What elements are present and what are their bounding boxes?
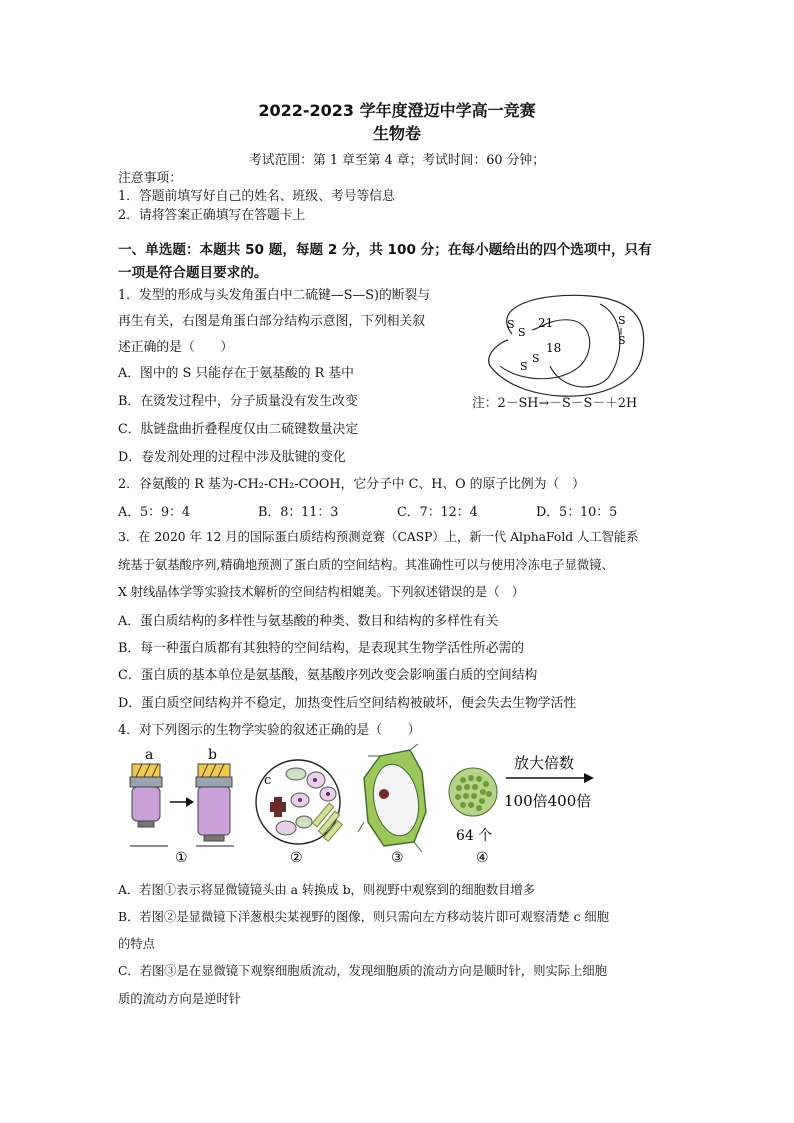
q1-stem: 1．发型的形成与头发角蛋白中二硫键—S—S)的断裂与: [118, 288, 431, 303]
q3-stem: 3．在 2020 年 12 月的国际蛋白质结构预测竞赛（CASP）上，新一代 AlphaFold 人工智能系: [118, 530, 639, 544]
notice-heading: 注意事项：: [118, 171, 182, 186]
q3-option-c: C．蛋白质的基本单位是氨基酸，氨基酸序列改变会影响蛋白质的空间结构: [118, 668, 538, 683]
s-atom-label: S: [520, 360, 528, 373]
root-tip-field: [256, 760, 342, 844]
q1-option-d: D．卷发剂处理的过程中涉及肽键的变化: [118, 450, 346, 465]
cell-count-label: 64 个: [456, 828, 493, 844]
magnification-label: 放大倍数: [514, 754, 575, 772]
s-atom-label: S: [507, 318, 515, 331]
s-atom-label: S: [532, 352, 540, 365]
notice-item: 2．请将答案正确填写在答题卡上: [118, 208, 306, 223]
q1-option-c: C．肽链盘曲折叠程度仅由二硫键数量决定: [118, 422, 359, 437]
panel-2-label: ②: [290, 850, 303, 866]
q2-option-c: C．7：12：4: [397, 505, 478, 520]
q4-option-c-cont: 质的流动方向是逆时针: [118, 992, 241, 1006]
magnification-values: 100倍400倍: [504, 792, 592, 810]
objective-lens-b: [196, 747, 232, 841]
plant-cell: [358, 744, 426, 852]
q2-stem: 2．谷氨酸的 R 基为-CH₂-CH₂-COOH，它分子中 C、H、O 的原子比例为（ ）: [118, 477, 585, 492]
lens-b-label: b: [208, 747, 217, 763]
residue-18-label: 18: [546, 341, 562, 355]
q2-option-a: A．5：9：4: [118, 505, 191, 520]
objective-lens-a: [130, 747, 162, 827]
s-atom-label: S: [618, 314, 626, 327]
lens-a-label: a: [145, 747, 154, 763]
page-title: 2022-2023 学年度澄迈中学高一竞赛: [258, 101, 536, 120]
cell-field-64: [449, 768, 497, 816]
panel-4-label: ④: [476, 850, 489, 866]
residue-21-label: 21: [538, 316, 554, 330]
q3-stem: 统基于氨基酸序列,精确地预测了蛋白质的空间结构。其准确性可以与使用冷冻电子显微镜、: [118, 558, 614, 572]
q1-option-b: B．在烫发过程中，分子质量没有发生改变: [118, 394, 358, 409]
q1-stem: 述正确的是（ ）: [118, 340, 234, 355]
q4-stem: 4．对下列图示的生物学实验的叙述正确的是（ ）: [118, 723, 421, 738]
q4-option-b: B．若图②是显微镜下洋葱根尖某视野的图像，则只需向左方移动装片即可观察清楚 c 细胞: [118, 910, 610, 924]
cell-c-label: c: [264, 773, 272, 788]
q1-option-a: A．图中的 S 只能存在于氨基酸的 R 基中: [118, 366, 354, 381]
panel-1-label: ①: [175, 850, 188, 866]
q3-option-d: D．蛋白质空间结构并不稳定，加热变性后空间结构被破坏，便会失去生物学活性: [118, 696, 577, 711]
q3-option-b: B．每一种蛋白质都有其独特的空间结构，是表现其生物学活性所必需的: [118, 641, 525, 656]
s-atom-label: S: [618, 334, 626, 347]
q3-option-a: A．蛋白质结构的多样性与氨基酸的种类、数目和结构的多样性有关: [118, 614, 499, 629]
section-heading-cont: 一项是符合题目要求的。: [118, 265, 268, 281]
q4-microscope-figures: [118, 742, 678, 870]
s-atom-label: S: [518, 326, 526, 339]
section-heading: 一、单选题：本题共 50 题，每题 2 分，共 100 分；在每小题给出的四个选项中，只有: [118, 242, 652, 258]
q4-option-b-cont: 的特点: [118, 937, 155, 951]
q2-option-d: D．5：10：5: [536, 505, 618, 520]
panel-3-label: ③: [391, 850, 404, 866]
q2-option-b: B．8：11：3: [258, 505, 339, 520]
exam-info: 考试范围：第 1 章至第 4 章；考试时间：60 分钟；: [248, 153, 546, 168]
q1-stem: 再生有关，右图是角蛋白部分结构示意图，下列相关叙: [118, 314, 426, 329]
q1-figure-note: 注：2－SH→－S－S－＋2H: [472, 396, 638, 411]
page-subtitle: 生物卷: [372, 124, 421, 143]
q4-option-c: C．若图③是在显微镜下观察细胞质流动，发现细胞质的流动方向是顺时针，则实际上细胞: [118, 964, 607, 978]
q4-option-a: A．若图①表示将显微镜镜头由 a 转换成 b，则视野中观察到的细胞数目增多: [118, 883, 536, 897]
notice-item: 1．答题前填写好自己的姓名、班级、考号等信息: [118, 189, 395, 204]
q3-stem: X 射线晶体学等实验技术解析的空间结构相媲美。下列叙述错误的是（ ）: [118, 585, 525, 599]
